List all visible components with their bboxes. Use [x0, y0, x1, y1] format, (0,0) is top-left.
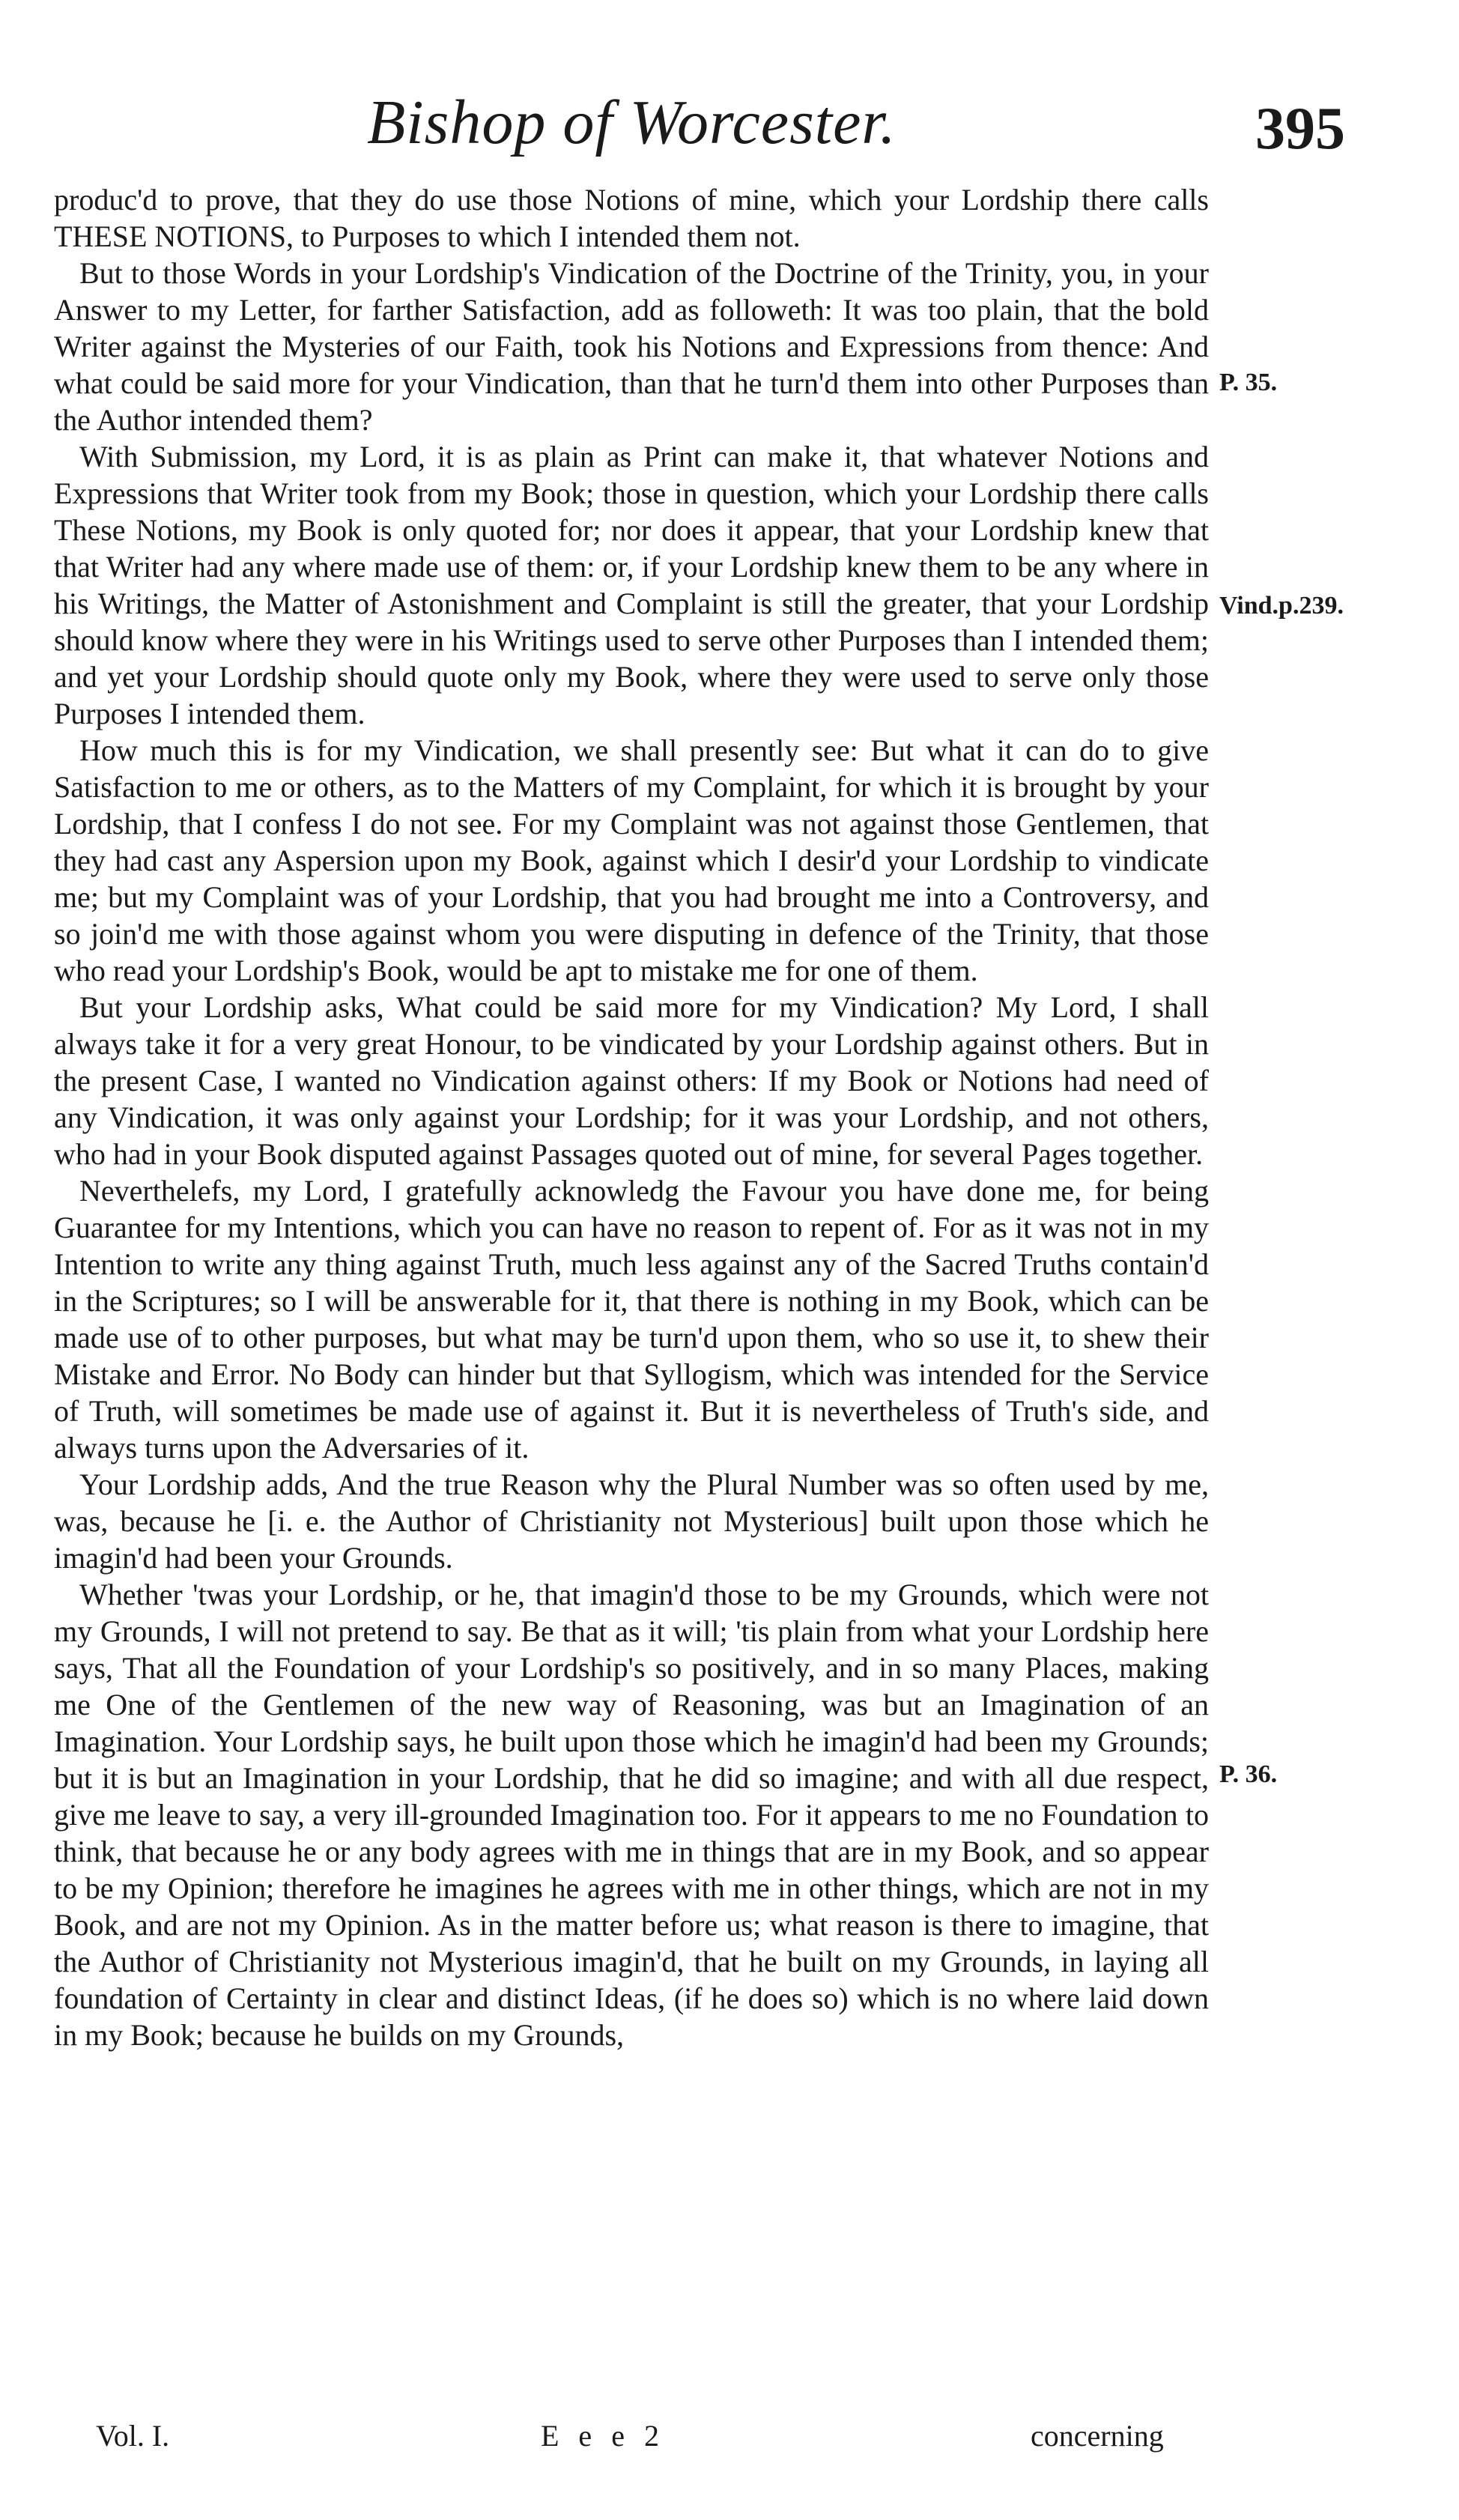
running-title: Bishop of Worcester.: [367, 88, 897, 157]
page-number: 395: [1255, 96, 1345, 162]
signature-mark: E e e 2: [541, 2419, 665, 2453]
paragraph-7: Your Lordship adds, And the true Reason why the Plural Number was so often used by me, was, because he [i. e. the Author of Christianity not Mysterious] built upon those which he imagin'd had been your Grounds.: [54, 1468, 1209, 1575]
margin-note-p35: P. 35.: [1219, 369, 1278, 396]
paragraph-8: Whether 'twas your Lordship, or he, that imagin'd those to be my Grounds, which were not my Grounds, I will not pretend to say. Be that as it will; 'tis plain from what your Lordship here says, That all the Foundation of your Lordship's so positively, and in so many Places, making me One of the Gentlemen of the new way of Reasoning, was but an Imagination of an Imagination. Your Lordship says, he built upon those which he imagin'd had been my Grounds; but it is but an Imagination in your Lordship, that he did so imagine; and with all due respect, give me leave to say, a very ill-grounded Imagination too. For it appears to me no Foundation to think, that because he or any body agrees with me in things that are in my Book, and so appear to be my Opinion; therefore he imagines he agrees with me in other things, which are not in my Book, and are not my Opinion. As in the matter before us; what reason is there to imagine, that the Author of Christianity not Mysterious imagin'd, that he built on my Grounds, in laying all foundation of Certainty in clear and distinct Ideas, (if he does so) which is no where laid down in my Book; because he builds on my Grounds,: [54, 1578, 1209, 2052]
catchword: concerning: [1031, 2419, 1164, 2453]
paragraph-1: produc'd to prove, that they do use those Notions of mine, which your Lordship there calls THESE NOTIONS, to Purposes to which I intended them not.: [54, 183, 1209, 253]
volume-label: Vol. I.: [96, 2419, 170, 2453]
paragraph-2: But to those Words in your Lordship's Vindication of the Doctrine of the Trinity, you, in your Answer to my Letter, for farther Satisfaction, add as followeth: It was too plain, that the bold Writer against the Mysteries of our Faith, took his Notions and Expressions from thence: And what could be said more for your Vindication, than that he turn'd them into other Purposes than the Author intended them?: [54, 256, 1209, 437]
margin-note-p36: P. 36.: [1219, 1760, 1278, 1788]
page-footer: [0, 2418, 1459, 2463]
body-text: [54, 181, 1209, 2053]
margin-note-vind239: Vind.p.239.: [1219, 592, 1344, 620]
margin-notes: [1219, 0, 1459, 2520]
paragraph-3: With Submission, my Lord, it is as plain as Print can make it, that whatever Notions and Expressions that Writer took from my Book; those in question, which your Lordship there calls These Notions, my Book is only quoted for; nor does it appear, that your Lordship knew that that Writer had any where made use of them: or, if your Lordship knew them to be any where in his Writings, the Matter of Astonishment and Complaint is still the greater, that your Lordship should know where they were in his Writings used to serve other Purposes than I intended them; and yet your Lordship should quote only my Book, where they were used to serve only those Purposes I intended them.: [54, 440, 1209, 730]
paragraph-4: How much this is for my Vindication, we shall presently see: But what it can do to give Satisfaction to me or others, as to the Matters of my Complaint, for which it is brought by your Lordship, that I confess I do not see. For my Complaint was not against those Gentlemen, that they had cast any Aspersion upon my Book, against which I desir'd your Lordship to vindicate me; but my Complaint was of your Lordship, that you had brought me into a Controversy, and so join'd me with those against whom you were disputing in defence of the Trinity, that those who read your Lordship's Book, would be apt to mistake me for one of them.: [54, 733, 1209, 987]
paragraph-6: Neverthelefs, my Lord, I gratefully acknowledg the Favour you have done me, for being Guarantee for my Intentions, which you can have no reason to repent of. For as it was not in my Intention to write any thing against Truth, much less against any of the Sacred Truths contain'd in the Scriptures; so I will be answerable for it, that there is nothing in my Book, which can be made use of to other purposes, but what may be turn'd upon them, who so use it, to shew their Mistake and Error. No Body can hinder but that Syllogism, which was intended for the Service of Truth, will sometimes be made use of against it. But it is nevertheless of Truth's side, and always turns upon the Adversaries of it.: [54, 1174, 1209, 1465]
paragraph-5: But your Lordship asks, What could be said more for my Vindication? My Lord, I shall always take it for a very great Honour, to be vindicated by your Lordship against others. But in the present Case, I wanted no Vindication against others: If my Book or Notions had need of any Vindication, it was only against your Lordship; for it was your Lordship, and not others, who had in your Book disputed against Passages quoted out of mine, for several Pages together.: [54, 990, 1209, 1171]
